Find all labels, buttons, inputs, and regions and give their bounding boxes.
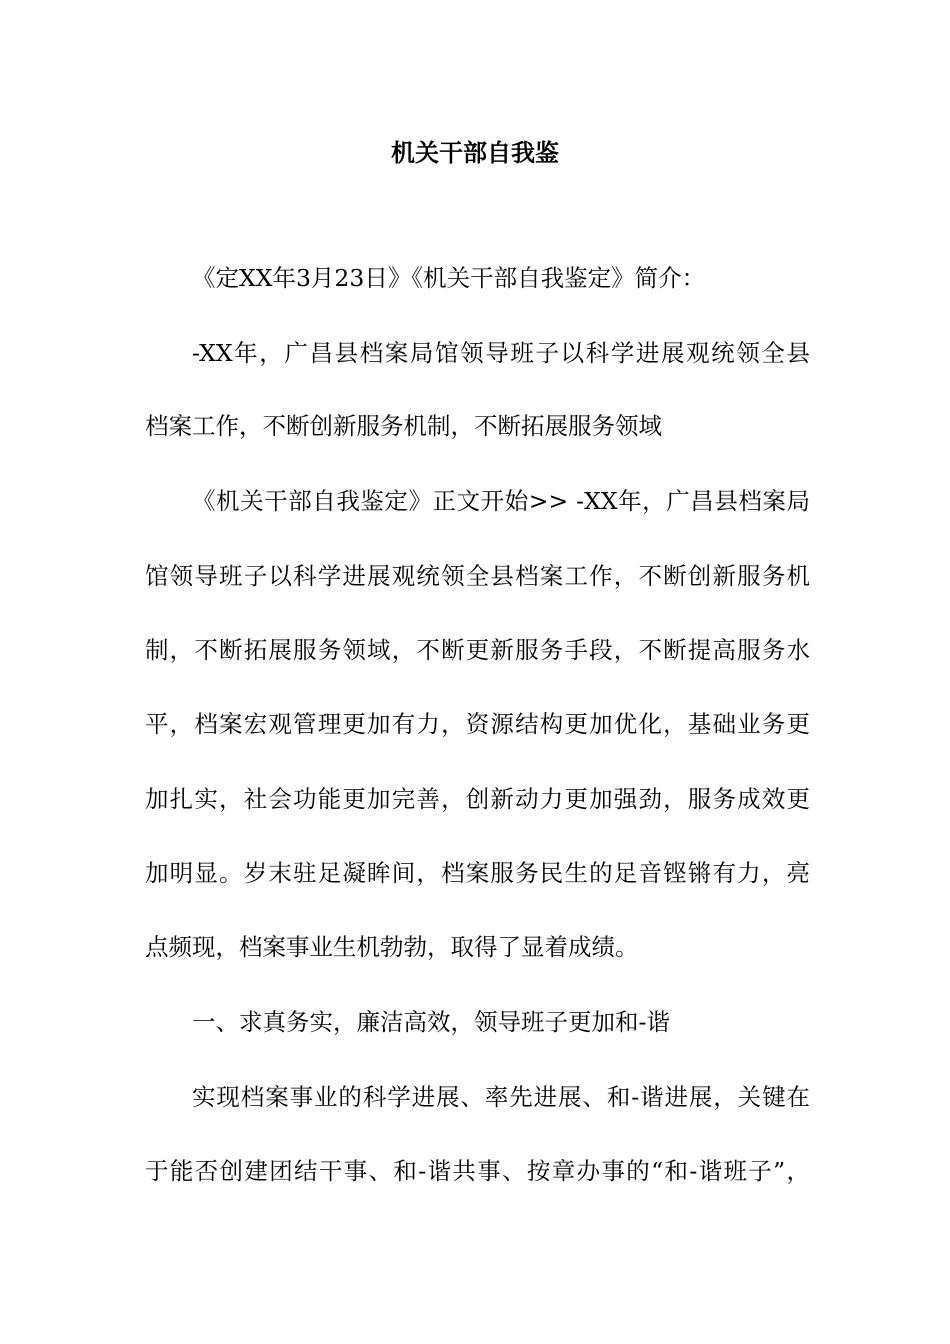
paragraph-line: 馆领导班子以科学进展观统领全县档案工作，不断创新服务机 (145, 562, 810, 590)
paragraph-line: 制，不断拓展服务领域，不断更新服务手段，不断提高服务水 (145, 636, 810, 664)
paragraph-line: 实现档案事业的科学进展、率先进展、和-谐进展，关键在 (192, 1083, 810, 1111)
paragraph-line: 点频现，档案事业生机勃勃，取得了显着成绩。 (145, 933, 639, 961)
paragraph-line: 《机关干部自我鉴定》正文开始>> -XX年，广昌县档案局 (192, 487, 810, 515)
intro-line: 《定XX年3月23日》《机关干部自我鉴定》简介： (192, 264, 706, 292)
paragraph-line: 于能否创建团结干事、和-谐共事、按章办事的“和-谐班子”， (145, 1157, 810, 1185)
paragraph-line: 平，档案宏观管理更加有力，资源结构更加优化，基础业务更 (145, 710, 810, 738)
paragraph-line: 档案工作，不断创新服务机制，不断拓展服务领域 (145, 412, 662, 440)
paragraph-line: 加扎实，社会功能更加完善，创新动力更加强劲，服务成效更 (145, 785, 810, 813)
document-title: 机关干部自我鉴 (391, 138, 559, 167)
paragraph-line: -XX年，广昌县档案局馆领导班子以科学进展观统领全县 (192, 339, 810, 367)
paragraph-line: 加明显。岁末驻足凝眸间，档案服务民生的足音铿锵有力，亮 (145, 859, 810, 887)
section-heading: 一、求真务实，廉洁高效，领导班子更加和-谐 (192, 1008, 670, 1036)
